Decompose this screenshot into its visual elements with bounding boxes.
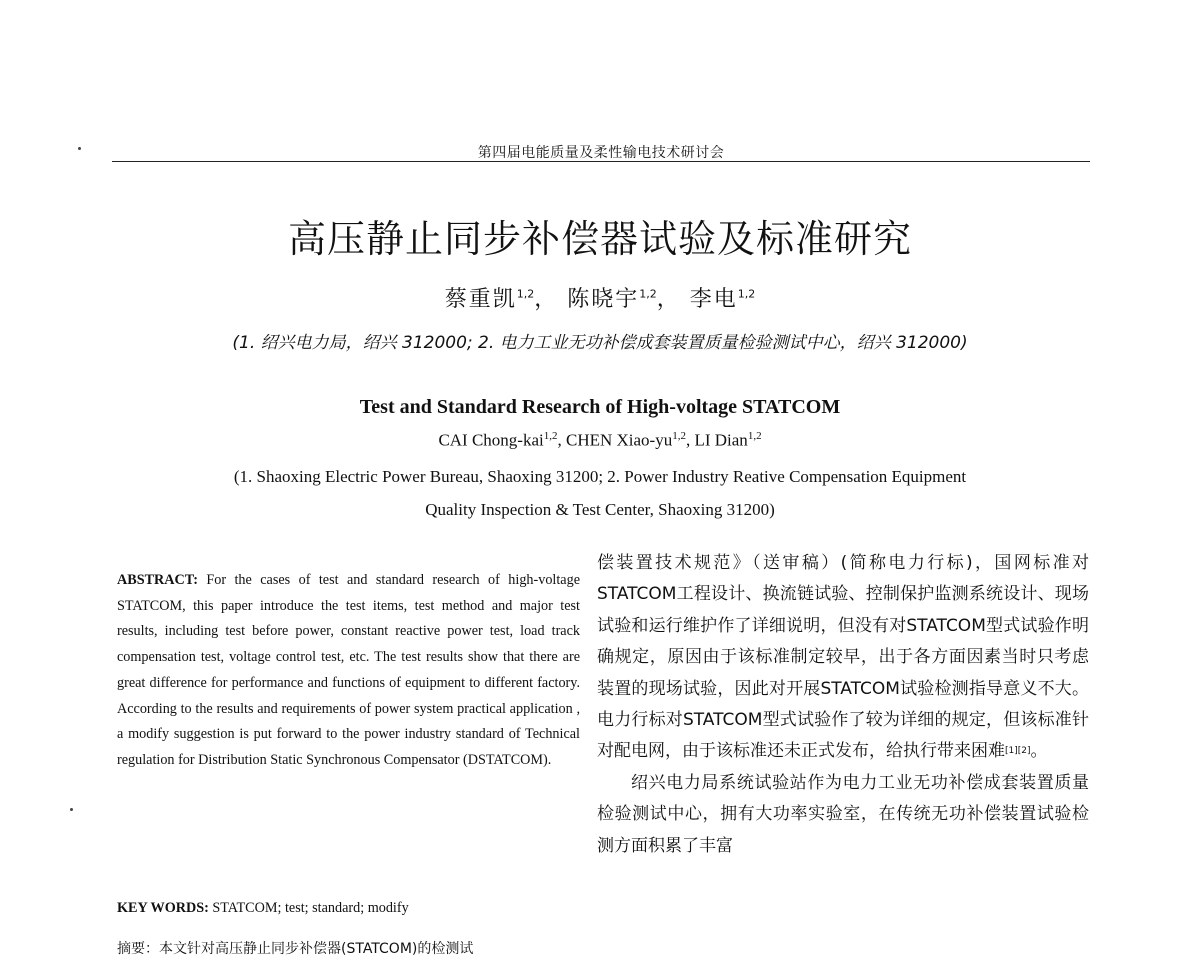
abstract-cn-first-line: 摘要：本文针对高压静止同步补偿器(STATCOM)的检测试 xyxy=(117,941,474,957)
paper-title-cn: 高压静止同步补偿器试验及标准研究 xyxy=(287,217,912,261)
author-sep: , xyxy=(557,430,566,450)
header-rule xyxy=(112,161,1090,162)
affiliation-en-line1: (1. Shaoxing Electric Power Bureau, Shaoxing 31200; 2. Power Industry Reative Compensation Equipment xyxy=(233,467,967,486)
scan-speck xyxy=(70,808,73,811)
body-paragraph-end: 。 xyxy=(1030,741,1048,762)
author-cn: 李电 xyxy=(689,287,738,312)
author-affil-sup: 1,2 xyxy=(672,430,686,442)
body-text-right-column xyxy=(597,548,1089,862)
paper-title-en: Test and Standard Research of High-voltage STATCOM xyxy=(359,396,841,418)
keywords-label: KEY WORDS: xyxy=(117,900,209,916)
abstract-text: For the cases of test and standard research of high-voltage STATCOM, this paper introduce the test items, test method and major test results, including test before power, constant reactive power test, load track compensation test, voltage control test, etc. The test results show that there are great difference for performance and functions of equipment to different factory. According to the results and requirements of power system practical application , a modify suggestion is put forward to the power industry standard of Technical regulation for Distribution Static Synchronous Compensator (DSTATCOM). xyxy=(117,572,580,768)
keywords-en xyxy=(117,900,580,917)
author-en: LI Dian xyxy=(694,430,748,450)
conference-header: 第四届电能质量及柔性输电技术研讨会 xyxy=(477,145,725,161)
abstract-en xyxy=(117,568,580,774)
author-affil-sup: 1,2 xyxy=(543,430,558,442)
body-paragraph-text: 偿装置技术规范》（送审稿）(简称电力行标)，国网标准对STATCOM工程设计、换流链试验、控制保护监测系统设计、现场试验和运行维护作了详细说明，但没有对STATCOM型式试验作明确规定，原因由于该标准制定较早，出于各方面因素当时只考虑装置的现场试验，因此对开展STATCOM试验检测指导意义不大。电力行标对STATCOM型式试验作了较为详细的规定，但该标准针对配电网，由于该标准还未正式发布，给执行带来困难 xyxy=(597,553,1089,762)
authors-cn xyxy=(0,282,1200,313)
author-sep: , xyxy=(685,430,695,450)
author-sep: ， xyxy=(534,287,559,312)
author-cn: 陈晓宇 xyxy=(567,287,640,312)
author-affil-sup: 1,2 xyxy=(639,287,657,301)
body-paragraph: 绍兴电力局系统试验站作为电力工业无功补偿成套装置质量检验测试中心，拥有大功率实验室，在传统无功补偿装置试验检测方面积累了丰富 xyxy=(597,772,1089,856)
abstract-label: ABSTRACT: xyxy=(117,572,198,588)
affiliation-cn: (1. 绍兴电力局，绍兴 312000; 2. 电力工业无功补偿成套装置质量检验测试中心，绍兴 312000) xyxy=(232,333,968,353)
author-affil-sup: 1,2 xyxy=(516,287,535,301)
affiliation-en-line2: Quality Inspection & Test Center, Shaoxing 31200) xyxy=(425,500,775,519)
scan-speck xyxy=(78,147,81,150)
author-sep: ， xyxy=(656,287,681,312)
author-en: CHEN Xiao-yu xyxy=(565,430,673,450)
authors-en xyxy=(0,430,1200,451)
author-affil-sup: 1,2 xyxy=(747,430,762,442)
citation-ref: [1][2] xyxy=(1005,746,1031,757)
author-affil-sup: 1,2 xyxy=(737,287,756,301)
body-paragraph xyxy=(597,548,1089,768)
keywords-text: STATCOM; test; standard; modify xyxy=(208,900,409,916)
affiliation-en xyxy=(0,460,1200,526)
author-cn: 蔡重凯 xyxy=(444,287,517,312)
author-en: CAI Chong-kai xyxy=(438,430,544,450)
